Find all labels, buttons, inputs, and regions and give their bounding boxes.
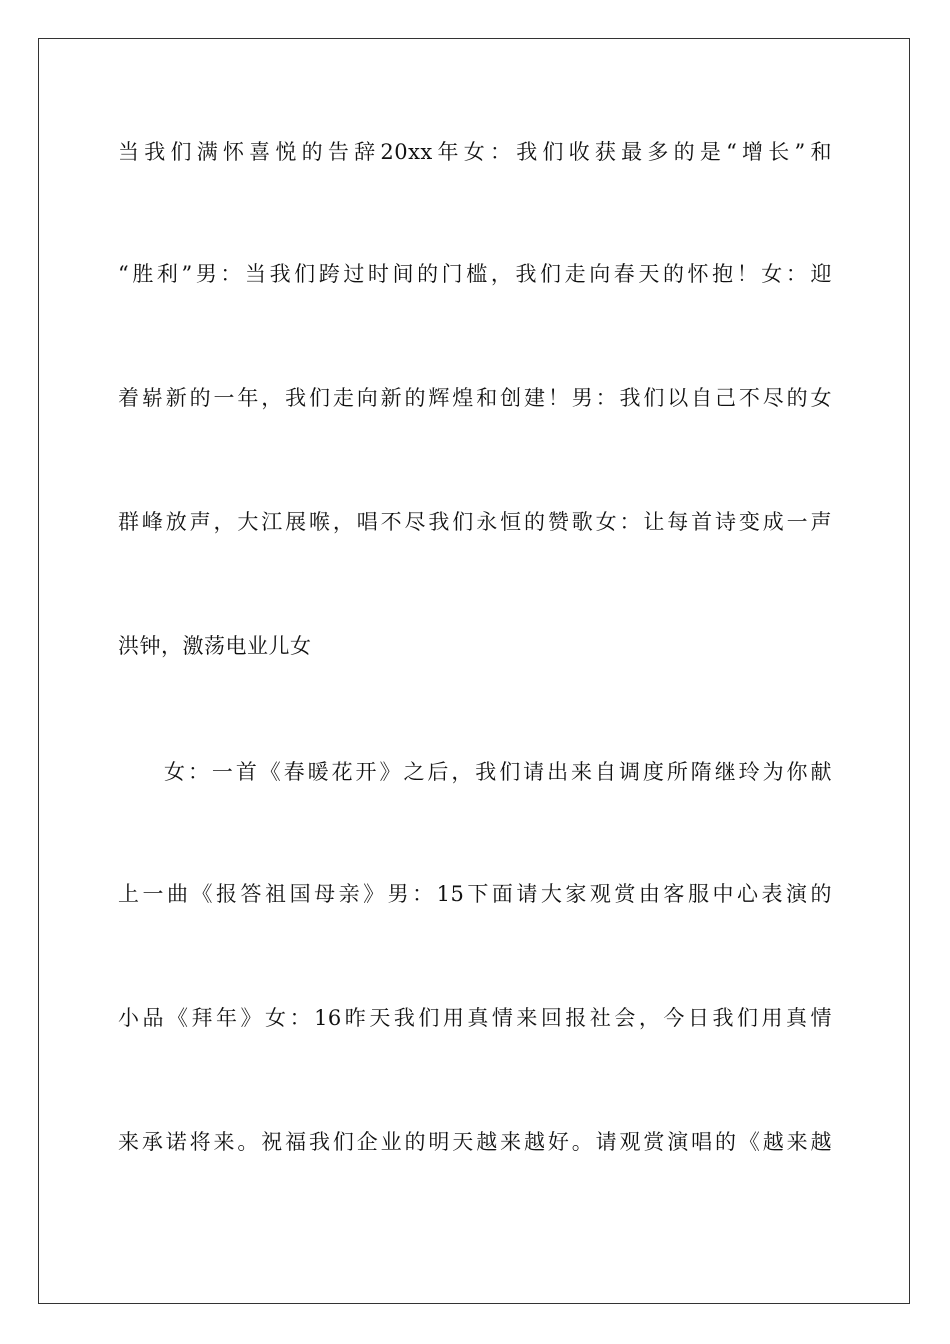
text-line: 小品《拜年》女：16昨天我们用真情来回报社会，今日我们用真情 [118,1006,832,1030]
text-line: 来承诺将来。祝福我们企业的明天越来越好。请观赏演唱的《越来越 [118,1130,832,1154]
text-line: 女：一首《春暖花开》之后，我们请出来自调度所隋继玲为你献 [164,760,832,784]
text-line: 上一曲《报答祖国母亲》男：15下面请大家观赏由客服中心表演的 [118,882,832,906]
page-frame [38,38,910,1304]
text-line: 着崭新的一年，我们走向新的辉煌和创建！男：我们以自己不尽的女 [118,386,832,410]
text-line: 群峰放声，大江展喉，唱不尽我们永恒的赞歌女：让每首诗变成一声 [118,510,832,534]
text-line: 当我们满怀喜悦的告辞20xx年女：我们收获最多的是“增长”和 [118,140,832,164]
text-line: “胜利”男：当我们跨过时间的门槛，我们走向春天的怀抱！女：迎 [118,262,832,286]
text-line: 洪钟，激荡电业儿女 [118,634,312,658]
